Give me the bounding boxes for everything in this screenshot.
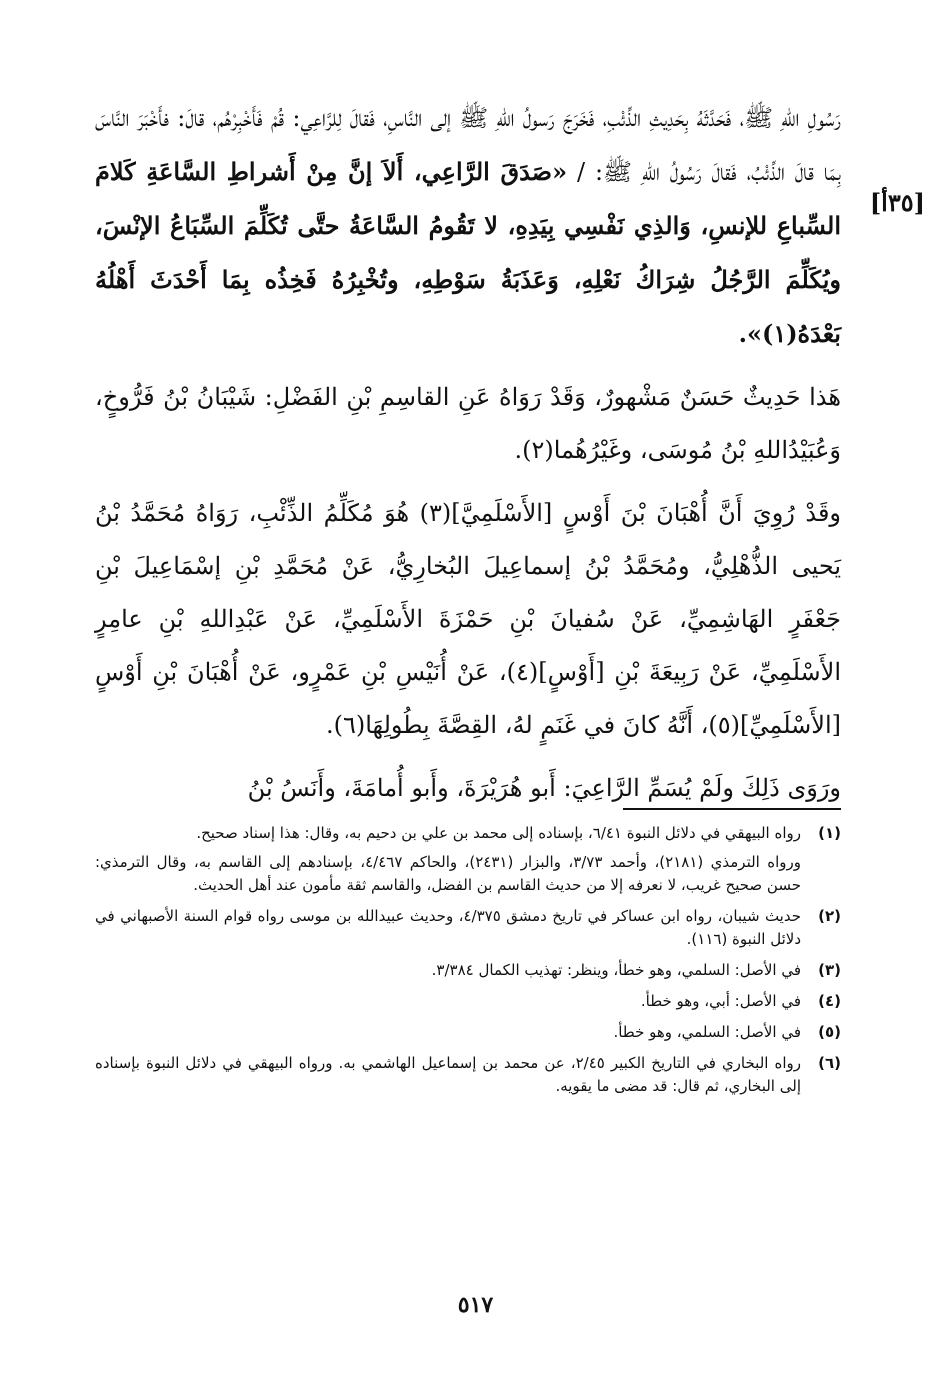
footnote-number: (٣)	[818, 961, 841, 979]
paragraph-1-intro: رَسُولِ اللهِ ﷺ، فَحَدَّثَهُ بِحَدِيثِ الذِّئْبِ، فَخَرَجَ رَسولُ اللهِ ﷺ إلى النَّاسِ، فَقالَ لِلرَّاعِي: قُمْ فَأَخْبِرْهُم، قالَ: فأَخْبَرَ النَّاسَ بِمَا قالَ الذِّئْبُ، فَقالَ رَسُولُ اللهِ ﷺ: /	[95, 104, 841, 186]
footnote-text: في الأصل: أبي، وهو خطأ.	[640, 992, 801, 1010]
footnote-6	[95, 1052, 841, 1098]
footnote-divider	[623, 808, 841, 810]
footnote-3	[95, 959, 841, 982]
footnote-text: ورواه الترمذي (٢١٨١)، وأحمد ٣/٧٣، والبزار (٢٤٣١)، والحاكم ٤/٤٦٧، بإسنادهم إلى القاسم به، وقال الترمذي: حسن صحيح غريب، لا نعرفه إلا من حديث القاسم بن الفضل، والقاسم ثقة مأمون عند أهل الحديث.	[95, 853, 801, 894]
footnote-text: حديث شيبان، رواه ابن عساكر في تاريخ دمشق ٤/٣٧٥، وحديث عبيدالله بن موسى رواه قوام السنة الأصبهاني في دلائل النبوة (١١٦).	[95, 907, 801, 948]
footnote-text: في الأصل: السلمي، وهو خطأ، وينظر: تهذيب الكمال ٣/٣٨٤.	[431, 961, 801, 979]
main-text-block	[95, 92, 841, 825]
manuscript-folio-marker: [٣٥أ]	[869, 188, 925, 217]
footnotes-section	[95, 822, 841, 1106]
footnote-1	[95, 822, 841, 897]
footnote-number: (٦)	[818, 1054, 841, 1072]
paragraph-4: ورَوَى ذَلِكَ ولَمْ يُسَمِّ الرَّاعِيَ: أَبو هُرَيْرَةَ، وأَبو أُمامَةَ، وأَنَسُ بْنُ	[247, 774, 841, 802]
footnote-number: (١)	[818, 824, 841, 842]
paragraph-3: وقَدْ رُوِيَ أَنَّ أُهْبَانَ بْنَ أَوْسٍ [الأَسْلَمِيَّ](٣) هُوَ مُكَلِّمُ الذِّئْبِ، رَوَاهُ مُحَمَّدُ بْنُ يَحيى الذُّهْلِيُّ، ومُحَمَّدُ بْنُ إسماعِيلَ البُخارِيُّ، عَنْ مُحَمَّدِ بْنِ إسْمَاعِيلَ بْنِ جَعْفَرٍ الهَاشِمِيِّ، عَنْ سُفيانَ بْنِ حَمْزَةَ الأَسْلَمِيِّ، عَنْ عَبْدِاللهِ بْنِ عامِرٍ الأَسْلَمِيِّ، عَنْ رَبِيعَةَ بْنِ [أَوْسٍ](٤)، عَنْ أُنَيْسِ بْنِ عَمْرٍو، عَنْ أُهْبَانَ بْنِ أَوْسٍ [الأَسْلَمِيِّ](٥)، أَنَّهُ كانَ في غَنَمٍ لهُ، القِصَّةَ بِطُولِهَا(٦).	[95, 499, 842, 739]
footnote-2	[95, 905, 841, 951]
footnote-4	[95, 990, 841, 1013]
footnote-5	[95, 1021, 841, 1044]
paragraph-2: هَذا حَدِيثٌ حَسَنٌ مَشْهورٌ، وَقَدْ رَوَاهُ عَنِ القاسِمِ بْنِ الفَضْلِ: شَيْبَانُ بْنُ فَرُّوخٍ، وَعُبَيْدُاللهِ بْنُ مُوسَى، وغَيْرُهُما(٢).	[95, 383, 841, 464]
footnote-number: (٢)	[818, 907, 841, 925]
paragraph-1	[95, 92, 841, 361]
footnote-number: (٥)	[818, 1023, 841, 1041]
footnote-text: رواه البيهقي في دلائل النبوة ٦/٤١، بإسناده إلى محمد بن علي بن دحيم به، وقال: هذا إسناد صحيح.	[196, 824, 801, 842]
hadith-quote: «صَدَقَ الرَّاعِي، أَلاَ إنَّ مِنْ أَشراطِ السَّاعَةِ كَلامَ السِّباعِ للإنسِ، وَالذِي نَفْسِي بِيَدِهِ، لا تَقُومُ السَّاعَةُ حتَّى تُكَلِّمَ السِّبَاعُ الإنْسَ، ويُكَلِّمَ الرَّجُلُ شِرَاكُ نَعْلِهِ، وَعَذَبَةُ سَوْطِهِ، وتُخْبِرُهُ فَخِذُه بِمَا أَحْدَثَ أَهْلُهُ بَعْدَهُ(١)».	[95, 157, 842, 348]
footnote-text: رواه البخاري في التاريخ الكبير ٢/٤٥، عن محمد بن إسماعيل الهاشمي به. ورواه البيهقي في دلائل النبوة بإسناده إلى البخاري، ثم قال: قد مضى ما يقويه.	[95, 1054, 801, 1095]
footnote-text: في الأصل: السلمي، وهو خطأ.	[613, 1023, 801, 1041]
footnote-number: (٤)	[818, 992, 841, 1010]
page-number: ٥١٧	[457, 1292, 494, 1318]
